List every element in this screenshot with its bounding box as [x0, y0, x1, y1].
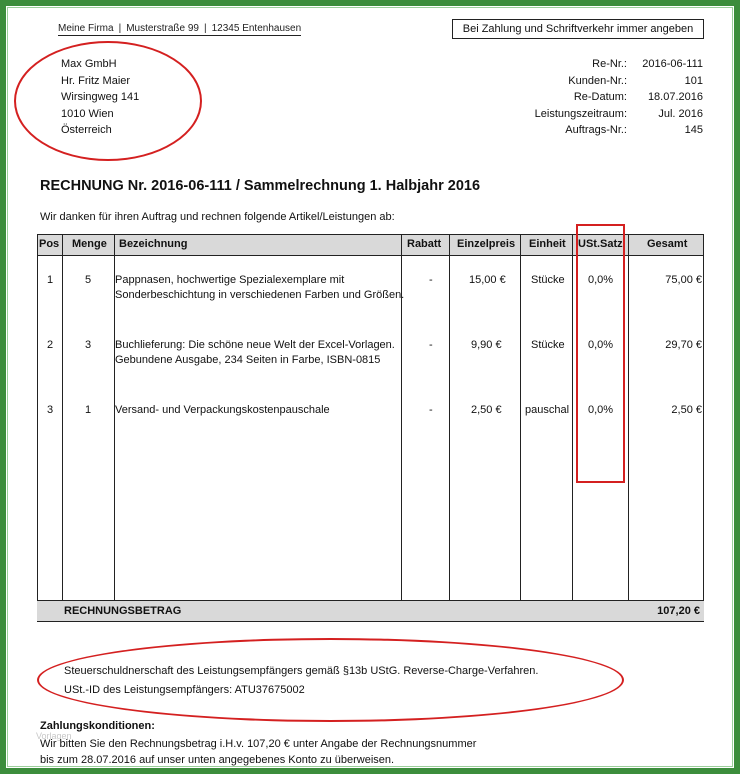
sender-separator: | — [204, 23, 207, 34]
column-divider — [572, 234, 573, 600]
sender-separator: | — [118, 23, 122, 34]
column-divider — [62, 234, 63, 600]
total-label: RECHNUNGSBETRAG — [64, 605, 182, 617]
legal-highlight-ellipse — [37, 638, 624, 722]
column-divider — [520, 234, 521, 600]
cell-rabatt: - — [429, 404, 433, 416]
cell-bezeichnung: Versand- und Verpackungskostenpauschale — [115, 404, 330, 416]
legal-line-2: USt.-ID des Leistungsempfängers: ATU37675002 — [64, 684, 305, 696]
cell-menge: 1 — [85, 404, 92, 416]
cell-gesamt: 29,70 € — [665, 339, 702, 351]
cell-einheit: pauschal — [525, 404, 570, 416]
meta-value: 101 — [684, 74, 703, 87]
cell-rabatt: - — [429, 274, 433, 286]
payment-line-1: Wir bitten Sie den Rechnungsbetrag i.H.v. 107,20 € unter Angabe der Rechnungsnummer — [40, 738, 477, 750]
column-divider — [628, 234, 629, 622]
cell-pos: 1 — [47, 274, 54, 286]
meta-row — [535, 106, 703, 123]
meta-row — [535, 73, 703, 90]
cell-einzelpreis: 2,50 € — [471, 404, 502, 416]
cell-gesamt: 75,00 € — [665, 274, 702, 286]
meta-row — [535, 89, 703, 106]
cell-einzelpreis: 9,90 € — [471, 339, 502, 351]
cell-ust: 0,0% — [588, 404, 614, 416]
meta-value: 2016-06-111 — [642, 58, 703, 70]
cell-bezeichnung: Pappnasen, hochwertige Spezialexemplare mit — [115, 274, 345, 286]
header-einheit: Einheit — [529, 238, 566, 250]
table-border — [37, 234, 38, 622]
invoice-meta — [535, 56, 703, 139]
sender-street: Musterstraße 99 — [126, 23, 199, 34]
header-menge: Menge — [72, 238, 107, 250]
column-divider — [449, 234, 450, 600]
sender-company: Meine Firma — [58, 23, 114, 34]
cell-gesamt: 2,50 € — [671, 404, 702, 416]
recipient-highlight-ellipse — [14, 41, 202, 161]
intro-text: Wir danken für ihren Auftrag und rechnen folgende Artikel/Leistungen ab: — [40, 211, 395, 223]
header-einzelpreis: Einzelpreis — [457, 238, 516, 250]
cell-einzelpreis: 15,00 € — [469, 274, 506, 286]
cell-rabatt: - — [429, 339, 433, 351]
header-ust: USt.Satz — [578, 238, 623, 250]
cell-bezeichnung: Sonderbeschichtung in verschiedenen Farben und Größen. — [115, 288, 405, 301]
total-row — [37, 600, 704, 622]
cell-ust: 0,0% — [588, 274, 614, 286]
meta-value: Jul. 2016 — [658, 107, 703, 120]
meta-label: Re-Datum: — [573, 91, 627, 104]
meta-row — [535, 122, 703, 139]
meta-label: Leistungszeitraum: — [534, 107, 627, 120]
header-gesamt: Gesamt — [647, 238, 688, 250]
ust-highlight-box — [576, 224, 625, 483]
cell-bezeichnung: Gebundene Ausgabe, 234 Seiten in Farbe, ISBN-0815 — [115, 353, 381, 366]
cell-pos: 2 — [47, 339, 54, 351]
header-pos: Pos — [39, 238, 60, 250]
invoice-title: RECHNUNG Nr. 2016-06-111 / Sammelrechnung 1. Halbjahr 2016 — [40, 178, 481, 194]
cell-einheit: Stücke — [531, 274, 565, 286]
meta-value: 145 — [684, 124, 703, 137]
cell-menge: 5 — [85, 274, 92, 286]
recipient-line: Hr. Fritz Maier — [61, 74, 131, 87]
payment-heading: Zahlungskonditionen: — [40, 720, 155, 732]
total-value: 107,20 € — [657, 605, 700, 617]
cell-menge: 3 — [85, 339, 92, 351]
notice-box: Bei Zahlung und Schriftverkehr immer angeben — [452, 19, 704, 39]
header-bezeichnung: Bezeichnung — [119, 238, 188, 250]
cell-ust: 0,0% — [588, 339, 614, 351]
sender-line — [58, 23, 301, 36]
sender-city: 12345 Entenhausen — [211, 23, 302, 34]
header-rabatt: Rabatt — [407, 238, 442, 250]
meta-row — [535, 56, 703, 73]
meta-value: 18.07.2016 — [647, 91, 703, 104]
payment-line-2: bis zum 28.07.2016 auf unser unten angegebenes Konto zu überweisen. — [40, 754, 395, 766]
cell-einheit: Stücke — [531, 339, 565, 351]
cell-pos: 3 — [47, 404, 54, 416]
cell-bezeichnung: Buchlieferung: Die schöne neue Welt der Excel-Vorlagen. — [115, 339, 395, 351]
meta-label: Auftrags-Nr.: — [565, 124, 627, 137]
meta-label: Kunden-Nr.: — [568, 74, 627, 87]
recipient-line: Österreich — [61, 124, 112, 137]
table-border — [703, 234, 704, 622]
meta-label: Re-Nr.: — [592, 58, 627, 70]
recipient-line: 1010 Wien — [61, 107, 114, 120]
watermark: Vorlagen — [36, 731, 72, 741]
recipient-line: Max GmbH — [61, 58, 117, 70]
recipient-line: Wirsingweg 141 — [61, 91, 140, 104]
legal-line-1: Steuerschuldnerschaft des Leistungsempfängers gemäß §13b UStG. Reverse-Charge-Verfahren. — [64, 665, 539, 677]
